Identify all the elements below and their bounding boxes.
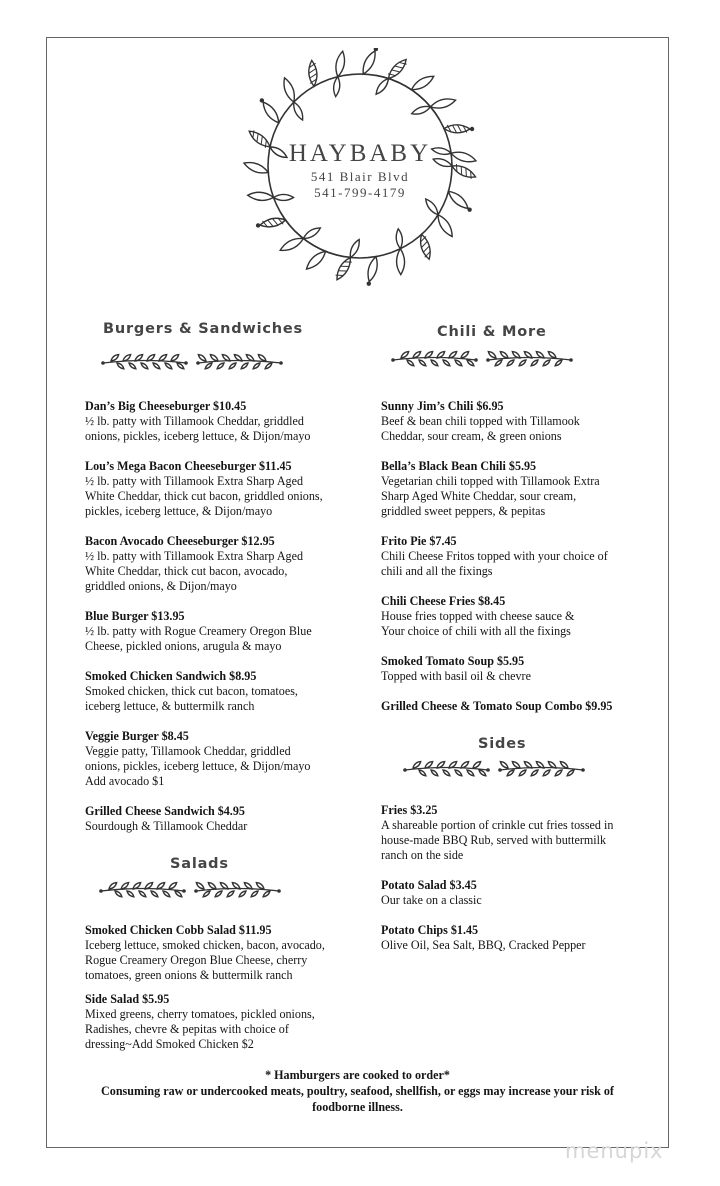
vine-divider-icon [96,878,286,902]
sides-list [381,803,671,953]
menu-item [381,459,671,519]
restaurant-address: 541 Blair Blvd [310,169,410,184]
item-description: Sourdough & Tillamook Cheddar [85,819,248,833]
item-description: Iceberg lettuce, smoked chicken, bacon, avocado, Rogue Creamery Oregon Blue Cheese, cherry tomatoes, green onions & buttermilk ranch [85,938,325,982]
section-title-burgers: Burgers & Sandwiches [103,321,303,337]
menu-item [381,878,671,908]
menu-item [381,803,671,863]
item-name: Grilled Cheese & Tomato Soup Combo $9.95 [381,699,613,713]
laurel-wreath-icon [240,48,480,288]
menu-item [85,669,375,714]
item-description: Chili Cheese Fritos topped with your choice of chili and all the fixings [381,549,608,578]
restaurant-phone: 541-799-4179 [314,185,406,200]
burgers-list [85,399,375,834]
item-name: Sunny Jim’s Chili $6.95 [381,399,504,413]
item-name: Veggie Burger $8.45 [85,729,189,743]
item-name: Bacon Avocado Cheeseburger $12.95 [85,534,275,548]
watermark-logo: menupix [565,1139,664,1163]
item-description: Beef & bean chili topped with Tillamook Cheddar, sour cream, & green onions [381,414,580,443]
salads-list [85,923,375,1052]
item-name: Smoked Chicken Cobb Salad $11.95 [85,923,272,937]
item-name: Frito Pie $7.45 [381,534,457,548]
item-description: Smoked chicken, thick cut bacon, tomatoes, iceberg lettuce, & buttermilk ranch [85,684,298,713]
section-title-sides: Sides [478,736,527,752]
item-name: Grilled Cheese Sandwich $4.95 [85,804,245,818]
item-name: Smoked Tomato Soup $5.95 [381,654,525,668]
notice-line: * Hamburgers are cooked to order* [265,1068,450,1082]
item-name: Bella’s Black Bean Chili $5.95 [381,459,537,473]
restaurant-name: HAYBABY [288,140,432,167]
item-name: Smoked Chicken Sandwich $8.95 [85,669,257,683]
item-name: Blue Burger $13.95 [85,609,185,623]
item-name: Potato Chips $1.45 [381,923,479,937]
item-description: Vegetarian chili topped with Tillamook Extra Sharp Aged White Cheddar, sour cream, griddled sweet peppers, & pepitas [381,474,600,518]
section-title-chili: Chili & More [437,324,547,340]
menu-item [85,923,375,983]
notice-line: Consuming raw or undercooked meats, poultry, seafood, shellfish, or eggs may increase your risk of [101,1084,614,1098]
menu-item [381,534,671,579]
item-description: Veggie patty, Tillamook Cheddar, griddled onions, pickles, iceberg lettuce, & Dijon/mayo Add avocado $1 [85,744,311,788]
menu-item [381,654,671,684]
item-description: ½ lb. patty with Rogue Creamery Oregon Blue Cheese, pickled onions, arugula & mayo [85,624,312,653]
item-name: Potato Salad $3.45 [381,878,477,892]
notice-line: foodborne illness. [312,1100,403,1114]
menu-item [85,992,375,1052]
item-name: Chili Cheese Fries $8.45 [381,594,506,608]
menu-item [85,804,375,834]
section-title-salads: Salads [170,856,229,872]
item-description: Our take on a classic [381,893,482,907]
vine-divider-icon [400,757,590,781]
menu-item [381,594,671,639]
menu-item [381,399,671,444]
menu-item [85,729,375,789]
item-description: Mixed greens, cherry tomatoes, pickled onions, Radishes, chevre & pepitas with choice of dressing~Add Smoked Chicken $2 [85,1007,315,1051]
item-description: House fries topped with cheese sauce & Your choice of chili with all the fixings [381,609,575,638]
item-description: ½ lb. patty with Tillamook Extra Sharp Aged White Cheddar, thick cut bacon, griddled onions, pickles, iceberg lettuce, & Dijon/mayo [85,474,323,518]
menu-item [85,459,375,519]
item-description: ½ lb. patty with Tillamook Extra Sharp Aged White Cheddar, thick cut bacon, avocado, griddled onions, & Dijon/mayo [85,549,304,593]
item-name: Dan’s Big Cheeseburger $10.45 [85,399,247,413]
menu-item [381,923,671,953]
vine-divider-icon [388,347,578,371]
food-safety-notice [70,1067,645,1115]
item-description: ½ lb. patty with Tillamook Cheddar, griddled onions, pickles, iceberg lettuce, & Dijon/mayo [85,414,311,443]
item-name: Side Salad $5.95 [85,992,170,1006]
menu-item [85,534,375,594]
menu-item [381,699,671,714]
menu-item [85,609,375,654]
item-description: A shareable portion of crinkle cut fries tossed in house-made BBQ Rub, served with buttermilk ranch on the side [381,818,614,862]
item-description: Olive Oil, Sea Salt, BBQ, Cracked Pepper [381,938,586,952]
chili-list [381,399,671,714]
vine-divider-icon [98,350,288,374]
item-description: Topped with basil oil & chevre [381,669,531,683]
item-name: Fries $3.25 [381,803,438,817]
item-name: Lou’s Mega Bacon Cheeseburger $11.45 [85,459,292,473]
menu-item [85,399,375,444]
